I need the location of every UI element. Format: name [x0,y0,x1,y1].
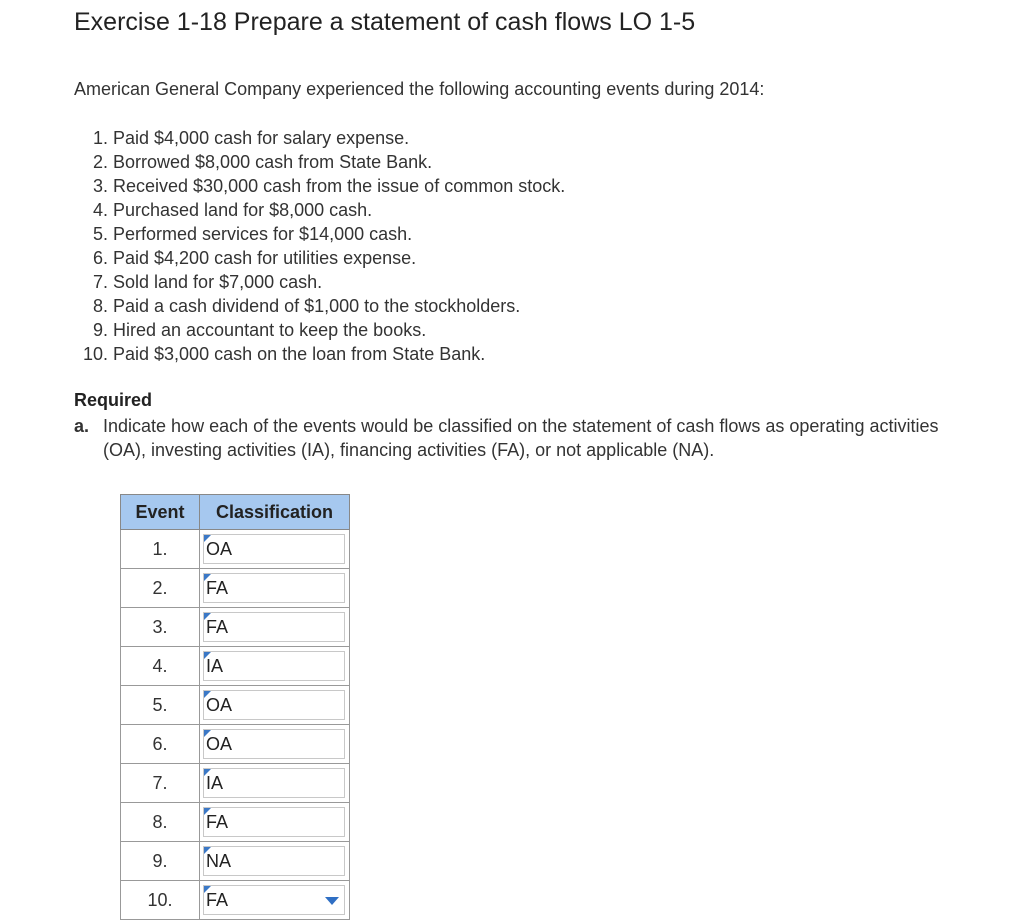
event-item [74,126,565,150]
event-cell: 1. [121,530,200,569]
corner-marker-icon [204,808,211,815]
event-text: Performed services for $14,000 cash. [113,224,413,244]
classification-select[interactable] [203,885,345,915]
classification-cell [200,686,350,725]
required-heading: Required [74,390,153,410]
event-cell: 3. [121,608,200,647]
event-number: 5. [92,224,108,244]
table-row [121,803,350,842]
classification-cell [200,764,350,803]
event-item [74,246,565,270]
classification-value: IA [206,773,224,793]
table-row [121,725,350,764]
table-row [121,608,350,647]
event-item [74,318,565,342]
dropdown-caret-icon[interactable] [325,897,339,905]
event-number: 6. [92,248,108,268]
requirement-text: Indicate how each of the events would be classified on the statement of cash flows as operating activities (OA), investing activities (IA), financing activities (FA), or not applicable (NA). [103,416,939,460]
events-list [74,126,565,366]
classification-select[interactable] [203,573,345,603]
event-text: Paid a cash dividend of $1,000 to the stockholders. [113,296,521,316]
event-cell: 4. [121,647,200,686]
event-text: Paid $4,200 cash for utilities expense. [113,248,417,268]
classification-cell [200,647,350,686]
event-item [74,174,565,198]
corner-marker-icon [204,886,211,893]
event-item [74,270,565,294]
classification-value: FA [206,890,229,910]
classification-value: FA [206,578,229,598]
column-header-classification: Classification [200,495,350,530]
requirement-a [74,414,974,462]
corner-marker-icon [204,691,211,698]
event-text: Purchased land for $8,000 cash. [113,200,373,220]
classification-select[interactable] [203,612,345,642]
page-title: Exercise 1-18 Prepare a statement of cash flows LO 1-5 [74,8,696,36]
event-number: 3. [92,176,108,196]
event-number: 1. [92,128,108,148]
event-item [74,222,565,246]
table-row [121,647,350,686]
table-row [121,881,350,920]
classification-cell [200,803,350,842]
event-item [74,342,565,366]
classification-cell [200,842,350,881]
corner-marker-icon [204,652,211,659]
table-row [121,842,350,881]
classification-cell [200,725,350,764]
event-text: Sold land for $7,000 cash. [113,272,323,292]
table-row [121,764,350,803]
corner-marker-icon [204,769,211,776]
corner-marker-icon [204,847,211,854]
classification-value: FA [206,617,229,637]
classification-value: OA [206,695,233,715]
event-number: 4. [92,200,108,220]
event-cell: 6. [121,725,200,764]
event-cell: 10. [121,881,200,920]
event-cell: 2. [121,569,200,608]
event-number: 8. [92,296,108,316]
requirement-letter: a. [74,416,90,436]
event-number: 7. [92,272,108,292]
classification-table [120,494,350,920]
corner-marker-icon [204,574,211,581]
classification-value: OA [206,734,233,754]
table-header-row [121,495,350,530]
classification-select[interactable] [203,690,345,720]
event-cell: 5. [121,686,200,725]
event-cell: 8. [121,803,200,842]
event-text: Borrowed $8,000 cash from State Bank. [113,152,433,172]
classification-cell [200,569,350,608]
event-number: 9. [92,320,108,340]
classification-cell [200,881,350,920]
event-cell: 7. [121,764,200,803]
classification-value: OA [206,539,233,559]
classification-cell [200,608,350,647]
event-cell: 9. [121,842,200,881]
event-text: Received $30,000 cash from the issue of common stock. [113,176,566,196]
classification-select[interactable] [203,768,345,798]
event-item [74,294,565,318]
event-item [74,150,565,174]
classification-select[interactable] [203,729,345,759]
classification-value: FA [206,812,229,832]
classification-select[interactable] [203,534,345,564]
event-number: 10. [82,344,108,364]
classification-cell [200,530,350,569]
event-number: 2. [92,152,108,172]
classification-select[interactable] [203,807,345,837]
classification-select[interactable] [203,846,345,876]
classification-select[interactable] [203,651,345,681]
table-row [121,530,350,569]
event-item [74,198,565,222]
event-text: Paid $3,000 cash on the loan from State Bank. [113,344,486,364]
classification-value: NA [206,851,232,871]
column-header-event: Event [121,495,200,530]
event-text: Paid $4,000 cash for salary expense. [113,128,410,148]
table-row [121,569,350,608]
intro-text: American General Company experienced the following accounting events during 2014: [74,79,765,99]
corner-marker-icon [204,535,211,542]
corner-marker-icon [204,730,211,737]
event-text: Hired an accountant to keep the books. [113,320,427,340]
classification-value: IA [206,656,224,676]
corner-marker-icon [204,613,211,620]
table-row [121,686,350,725]
